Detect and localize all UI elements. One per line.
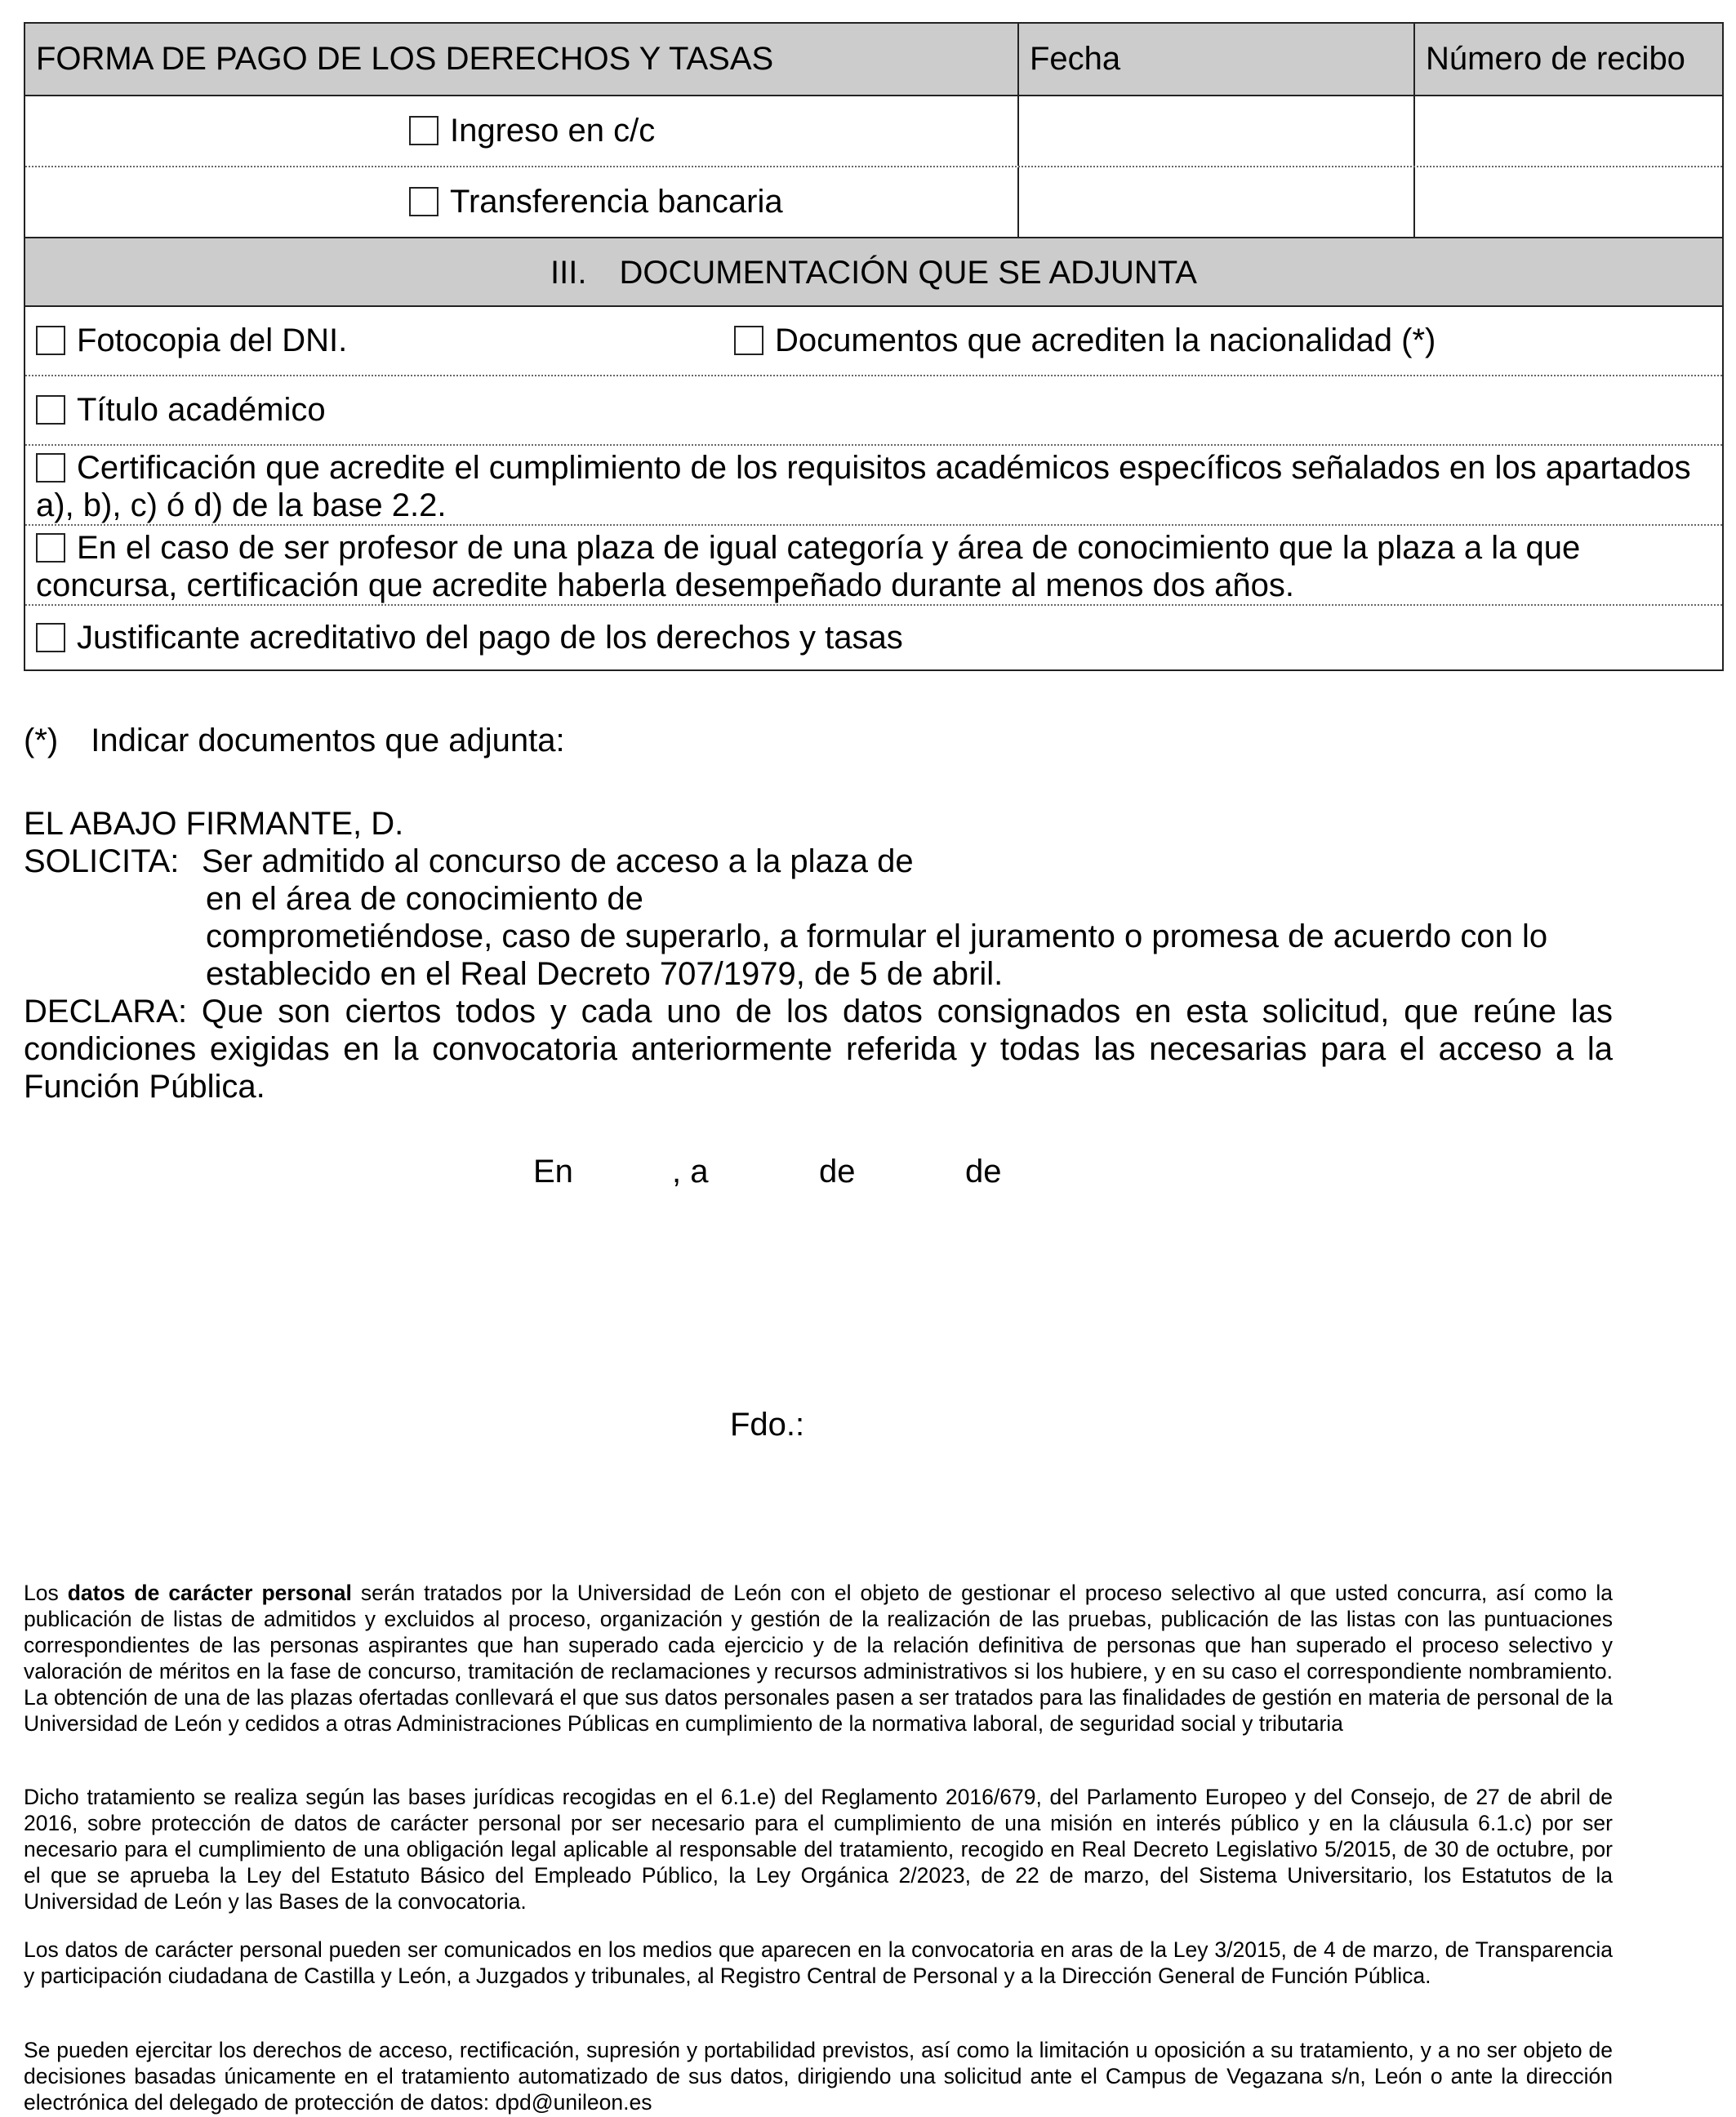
document-item-dni[interactable]: [36, 322, 734, 359]
privacy-text: serán tratados por la Universidad de León con el objeto de gestionar el proceso selectivo al que usted concurra, así como la publicación de listas de admitidos y excluidos al proceso, organización y gestión de la realización de las pruebas, publicación de las listas con las puntuaciones correspondientes de las personas aspirantes que han superado cada ejercicio y de la relación definitiva de personas que han superado el proceso selectivo y valoración de méritos en la fase de concurso, tramitación de reclamaciones y recursos administrativos si los hubiere, y en su caso el correspondiente nombramiento. La obtención de una de las plazas ofertadas conllevará el que sus datos personales pasen a ser tratados para las finalidades de gestión en materia de personal de la Universidad de León y cedidos a otras Administraciones Públicas en cumplimiento de la normativa laboral, de seguridad social y tributaria: [24, 1581, 1613, 1736]
payment-option-cell: [25, 167, 1017, 237]
note-marker: (*): [24, 723, 59, 758]
document-item-teaching-certification[interactable]: [25, 524, 1722, 604]
payment-option-cell: [25, 96, 1017, 166]
date-a-label: , a: [672, 1154, 709, 1190]
signature-label: Fdo.:: [730, 1407, 805, 1443]
date-de-label: de: [819, 1154, 856, 1190]
privacy-paragraph-3: Los datos de carácter personal pueden ser comunicados en los medios que aparecen en la convocatoria en aras de la Ley 3/2015, de 4 de marzo, de Transparencia y participación ciudadana de Castilla y León, a Juzgados y tribunales, al Registro Central de Personal y a la Dirección General de Función Pública.: [24, 1937, 1613, 1988]
privacy-paragraph-4: Se pueden ejercitar los derechos de acceso, rectificación, supresión y portabilidad previstos, así como la limitación u oposición a su tratamiento, y a no ser objeto de decisiones basadas únicamente en el tratamiento automatizado de sus datos, dirigiendo una solicitud ante el Campus de Vegazana s/n, León o ante la dirección electrónica del delegado de protección de datos: dpd@unileon.es: [24, 2038, 1613, 2115]
date-field[interactable]: [1017, 96, 1413, 166]
privacy-paragraph-2: Dicho tratamiento se realiza según las bases jurídicas recogidas en el 6.1.e) del Reglamento 2016/679, del Parlamento Europeo y del Consejo, de 27 de abril de 2016, sobre protección de datos de carácter personal por ser necesario para el cumplimiento de una misión en interés público y en la cláusula 6.1.c) por ser necesario para el cumplimiento de una obligación legal aplicable al responsable del tratamiento, recogido en Real Decreto Legislativo 5/2015, de 30 de octubre, por el que se aprueba la Ley del Estatuto Básico del Empleado Público, la Ley Orgánica 2/2023, de 22 de marzo, del Sistema Universitario, los Estatutos de la Universidad de León y las Bases de la convocatoria.: [24, 1785, 1613, 1914]
attached-documents-note: [24, 722, 565, 759]
solicita-line: comprometiéndose, caso de superarlo, a formular el juramento o promesa de acuerdo con lo: [206, 918, 1548, 954]
document-item-payment-proof[interactable]: [36, 620, 903, 656]
solicita-line: Ser admitido al concurso de acceso a la plaza de: [202, 843, 914, 879]
solicita-line: en el área de conocimiento de: [206, 881, 643, 917]
payment-method-header: FORMA DE PAGO DE LOS DERECHOS Y TASAS: [36, 41, 774, 77]
document-row: [25, 375, 1722, 444]
checkbox[interactable]: [36, 623, 65, 652]
checkbox[interactable]: [734, 326, 763, 355]
receipt-number-field[interactable]: [1413, 96, 1722, 166]
receipt-number-field[interactable]: [1413, 167, 1722, 237]
checkbox[interactable]: [36, 395, 65, 425]
document-label: Certificación que acredite el cumplimiento de los requisitos académicos específicos señalados en los apartados a), b), c) ó d) de la base 2.2.: [36, 450, 1691, 523]
section-title: DOCUMENTACIÓN QUE SE ADJUNTA: [619, 255, 1197, 291]
privacy-bold-text: datos de carácter personal: [67, 1581, 352, 1605]
checkbox[interactable]: [36, 453, 65, 483]
document-item-degree[interactable]: [36, 392, 326, 429]
date-header: Fecha: [1017, 24, 1413, 95]
document-row: [25, 604, 1722, 669]
checkbox[interactable]: [36, 533, 65, 563]
document-label: Fotocopia del DNI.: [77, 322, 348, 358]
payment-option-label: Ingreso en c/c: [450, 113, 656, 149]
place-label: En: [533, 1154, 573, 1190]
documents-section-header: [25, 237, 1722, 305]
payment-option-transferencia[interactable]: [409, 167, 783, 237]
document-item-nationality[interactable]: [734, 322, 1436, 359]
document-item-certification[interactable]: [25, 444, 1722, 524]
section-number: III.: [550, 255, 587, 291]
payment-option-label: Transferencia bancaria: [450, 184, 783, 220]
signer-line: EL ABAJO FIRMANTE, D.: [24, 806, 404, 842]
privacy-paragraph-1: [24, 1580, 1613, 1737]
declara-paragraph: DECLARA: Que son ciertos todos y cada uno de los datos consignados en esta solicitud, que reúne las condiciones exigidas en la convocatoria anteriormente referida y todas las necesarias para el acceso a la Función Pública.: [24, 994, 1613, 1105]
solicita-label: SOLICITA:: [24, 843, 180, 879]
checkbox[interactable]: [36, 326, 65, 355]
privacy-text: Los: [24, 1581, 59, 1605]
document-label: Justificante acreditativo del pago de los derechos y tasas: [77, 619, 903, 656]
payment-option-ingreso[interactable]: [409, 96, 655, 166]
document-label: Título académico: [77, 392, 326, 428]
note-text: Indicar documentos que adjunta:: [91, 723, 565, 758]
document-label: Documentos que acrediten la nacionalidad (*): [775, 322, 1436, 358]
checkbox[interactable]: [409, 116, 438, 145]
date-de-label: de: [965, 1154, 1002, 1190]
document-label: En el caso de ser profesor de una plaza de igual categoría y área de conocimiento que la plaza a la que concursa, certificación que acredite haberla desempeñado durante al menos dos años.: [36, 530, 1581, 603]
payment-option-row: [25, 95, 1722, 166]
payment-option-row: [25, 166, 1722, 237]
date-field[interactable]: [1017, 167, 1413, 237]
payment-header-row: [25, 24, 1722, 95]
checkbox[interactable]: [409, 187, 438, 216]
solicita-line: establecido en el Real Decreto 707/1979, de 5 de abril.: [206, 956, 1004, 992]
payment-documents-table: [24, 22, 1724, 671]
document-row: [25, 305, 1722, 375]
receipt-number-header: Número de recibo: [1413, 24, 1722, 95]
